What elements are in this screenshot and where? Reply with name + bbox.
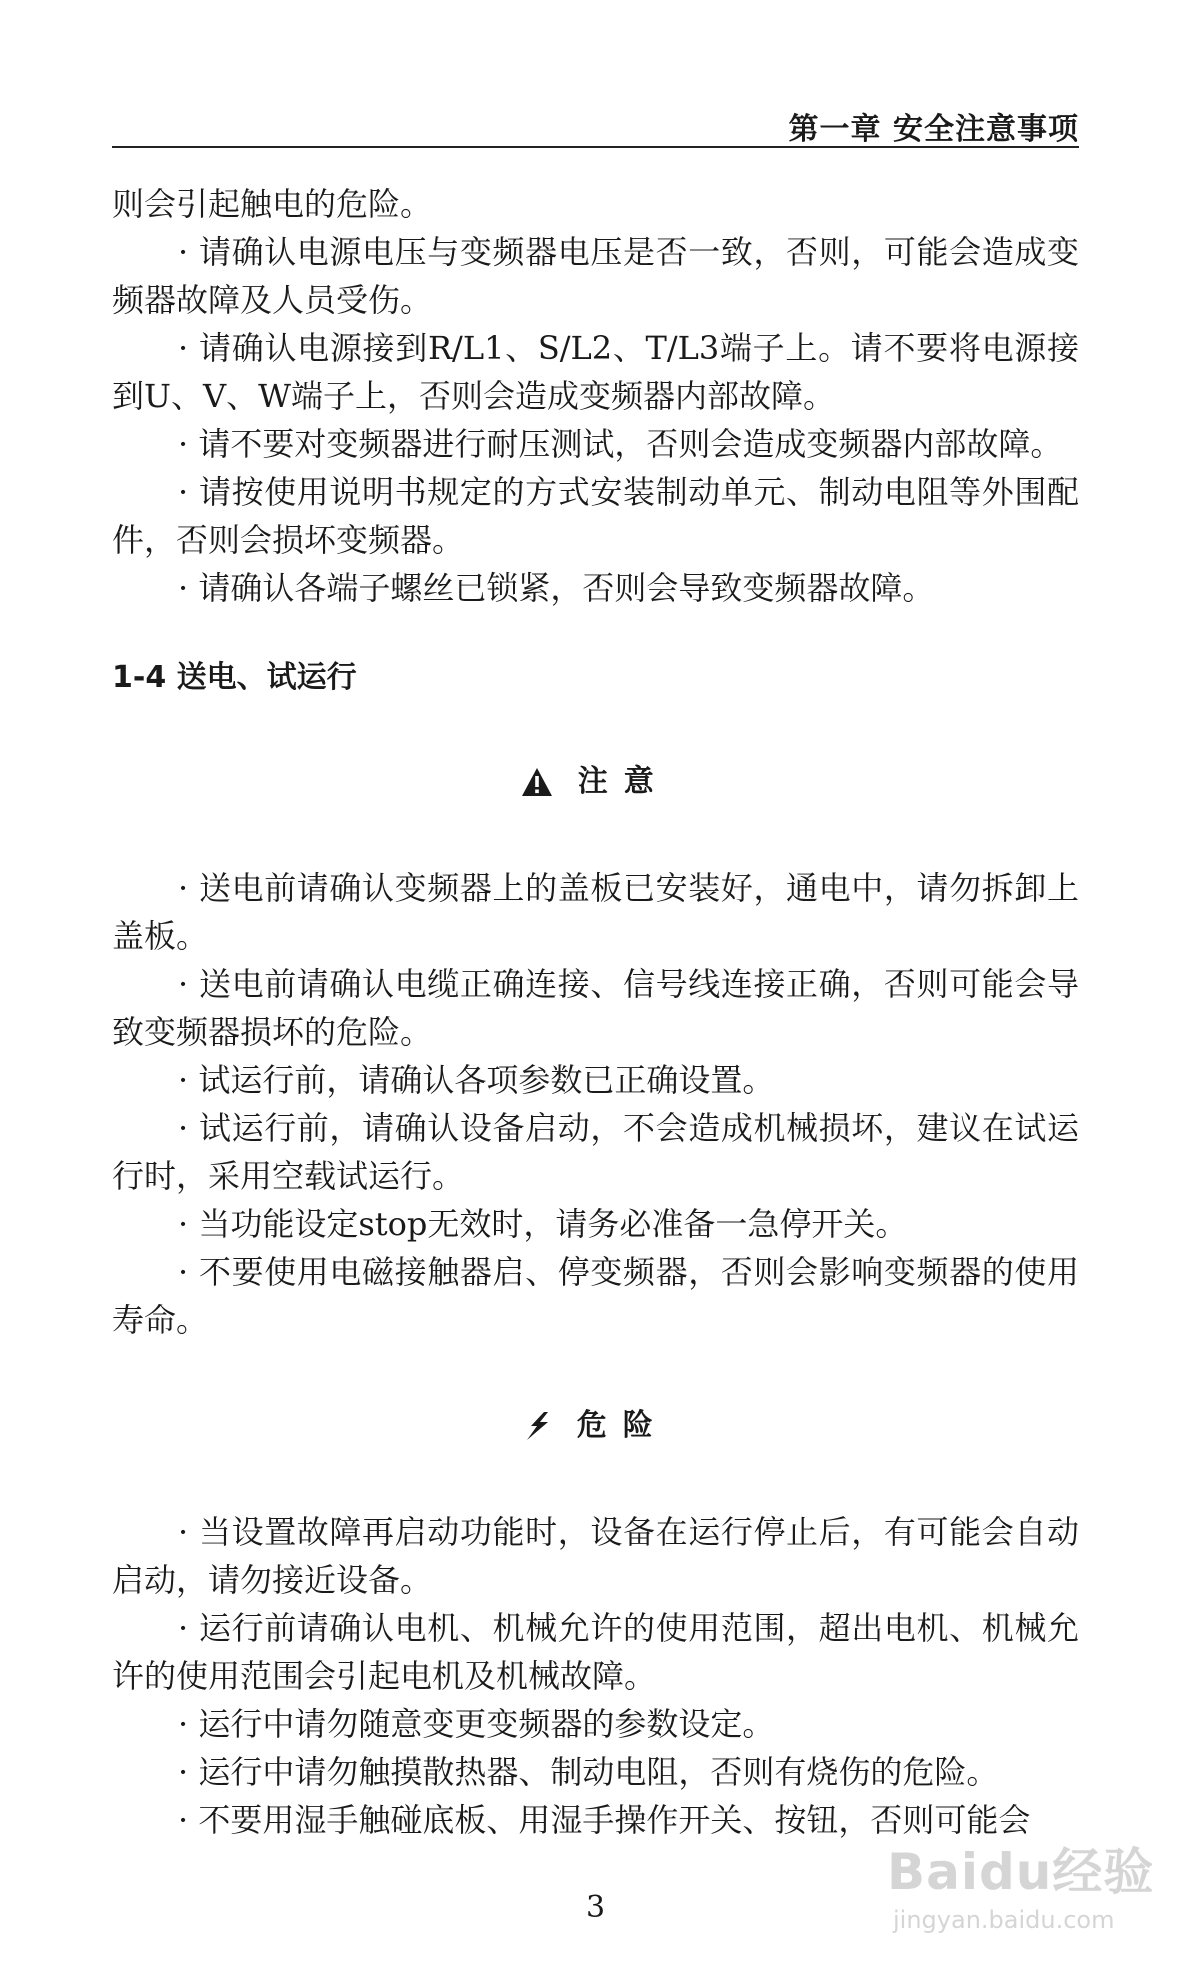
caution-heading [112,762,1079,808]
page-number: 3 [585,1890,606,1925]
list-item: · 请按使用说明书规定的方式安装制动单元、制动电阻等外围配件，否则会损坏变频器。 [112,473,1079,559]
watermark-url: jingyan.baidu.com [893,1906,1115,1934]
list-item: · 当设置故障再启动功能时，设备在运行停止后，有可能会自动启动，请勿接近设备。 [112,1513,1079,1599]
continuation-text: 则会引起触电的危险。 [112,185,433,223]
list-item: · 运行中请勿触摸散热器、制动电阻，否则有烧伤的危险。 [178,1753,999,1791]
list-item: · 请确认电源电压与变频器电压是否一致，否则，可能会造成变频器故障及人员受伤。 [112,233,1079,319]
caution-label: 注意 [577,764,670,799]
list-item: · 请确认电源接到R/L1、S/L2、T/L3端子上。请不要将电源接到U、V、W端子上，否则会造成变频器内部故障。 [112,329,1079,415]
list-item: · 请不要对变频器进行耐压测试，否则会造成变频器内部故障。 [178,425,1063,463]
list-item: · 不要使用电磁接触器启、停变频器，否则会影响变频器的使用寿命。 [112,1253,1079,1339]
chapter-title: 第一章 安全注意事项 [788,112,1079,147]
danger-heading [112,1406,1079,1452]
watermark-brand: Baidu经验 [887,1843,1155,1901]
list-item: · 送电前请确认变频器上的盖板已安装好，通电中，请勿拆卸上盖板。 [112,869,1079,955]
page-content [112,180,1079,1844]
list-item: · 试运行前，请确认各项参数已正确设置。 [178,1061,775,1099]
list-item: · 运行前请确认电机、机械允许的使用范围，超出电机、机械允许的使用范围会引起电机及机械故障。 [112,1609,1079,1695]
list-item: · 运行中请勿随意变更变频器的参数设定。 [178,1705,775,1743]
danger-label: 危险 [576,1408,669,1443]
list-item: · 送电前请确认电缆正确连接、信号线连接正确，否则可能会导致变频器损坏的危险。 [112,965,1079,1051]
page-header [112,100,1079,148]
section-heading: 1-4 送电、试运行 [112,660,357,695]
baidu-watermark [887,1832,1157,1942]
list-item: · 请确认各端子螺丝已锁紧，否则会导致变频器故障。 [178,569,935,607]
warning-triangle-icon [521,767,553,808]
list-item: · 不要用湿手触碰底板、用湿手操作开关、按钮，否则可能会 [178,1801,1031,1839]
list-item: · 试运行前，请确认设备启动，不会造成机械损坏，建议在试运行时，采用空载试运行。 [112,1109,1079,1195]
lightning-icon [522,1411,552,1452]
list-item: · 当功能设定stop无效时，请务必准备一急停开关。 [178,1205,908,1243]
